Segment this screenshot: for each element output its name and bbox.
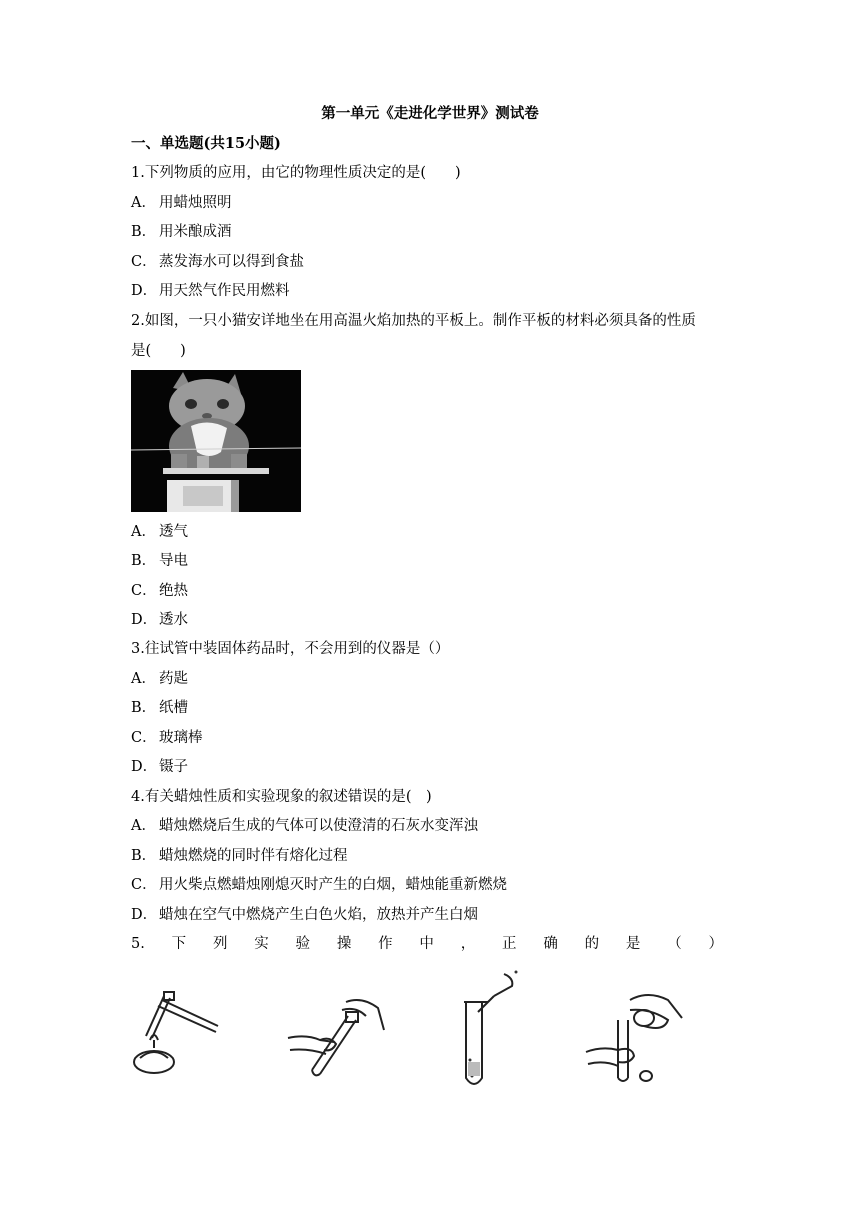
q5-figures [0,968,860,1098]
q5-word: 操 [336,936,352,952]
q5-word: 中 [419,936,434,952]
q2-option-d[interactable]: D． 透水 [131,612,188,628]
q2-option-b[interactable]: B． 导电 [131,553,188,569]
q4-option-d[interactable]: D． 蜡烛在空气中燃烧产生白色火焰，放热并产生白烟 [131,907,478,923]
q5-word: ） [708,936,723,952]
stopper-test-tube-figure [584,990,688,1084]
q3-option-b[interactable]: B． 纸槽 [131,700,188,716]
question-5-stem [131,934,723,954]
q5-word: 是 [625,936,641,952]
section-heading: 一、单选题(共15小题) [131,135,281,152]
question-2-stem-line2: 是( ) [131,343,186,359]
q5-word: （ [667,936,682,952]
q1-option-a[interactable]: A． 用蜡烛照明 [131,195,232,211]
q2-option-a[interactable]: A． 透气 [131,524,188,540]
q5-word: 验 [295,936,311,952]
question-3-stem: 3.往试管中装固体药品时，不会用到的仪器是（） [131,641,450,657]
q5-word: 实 [254,936,269,952]
q5-word: 的 [584,936,600,952]
q5-word: 确 [543,936,558,952]
q5-word: ， [460,936,476,952]
cat-on-plate-image [131,370,301,512]
q5-word: 作 [378,936,393,952]
question-4-stem: 4.有关蜡烛性质和实验现象的叙述错误的是( ) [131,789,432,805]
q4-option-b[interactable]: B． 蜡烛燃烧的同时伴有熔化过程 [131,848,348,864]
q2-option-c[interactable]: C． 绝热 [131,583,188,599]
q3-option-d[interactable]: D． 镊子 [131,759,188,775]
q5-word: 正 [502,936,517,952]
q3-option-c[interactable]: C． 玻璃棒 [131,730,203,746]
question-1-stem: 1.下列物质的应用，由它的物理性质决定的是( ) [131,165,461,181]
q1-option-d[interactable]: D． 用天然气作民用燃料 [131,283,290,299]
question-2-stem-line1: 2.如图，一只小猫安详地坐在用高温火焰加热的平板上。制作平板的材料必须具备的性质 [131,313,696,329]
q5-word: 下 [171,936,187,952]
q4-option-c[interactable]: C． 用火柴点燃蜡烛刚熄灭时产生的白烟，蜡烛能重新燃烧 [131,877,507,893]
q5-word: 5. [131,936,145,952]
dropper-test-tube-figure [454,968,524,1092]
q4-option-a[interactable]: A． 蜡烛燃烧后生成的气体可以使澄清的石灰水变浑浊 [131,818,478,834]
q3-option-a[interactable]: A． 药匙 [131,671,188,687]
page-title: 第一单元《走进化学世界》测试卷 [321,105,539,122]
q1-option-b[interactable]: B． 用米酿成酒 [131,224,232,240]
alcohol-lamp-heating-figure [128,986,224,1078]
q1-option-c[interactable]: C． 蒸发海水可以得到食盐 [131,254,304,270]
q5-word: 列 [212,936,228,952]
hand-test-tube-figure [286,996,386,1078]
